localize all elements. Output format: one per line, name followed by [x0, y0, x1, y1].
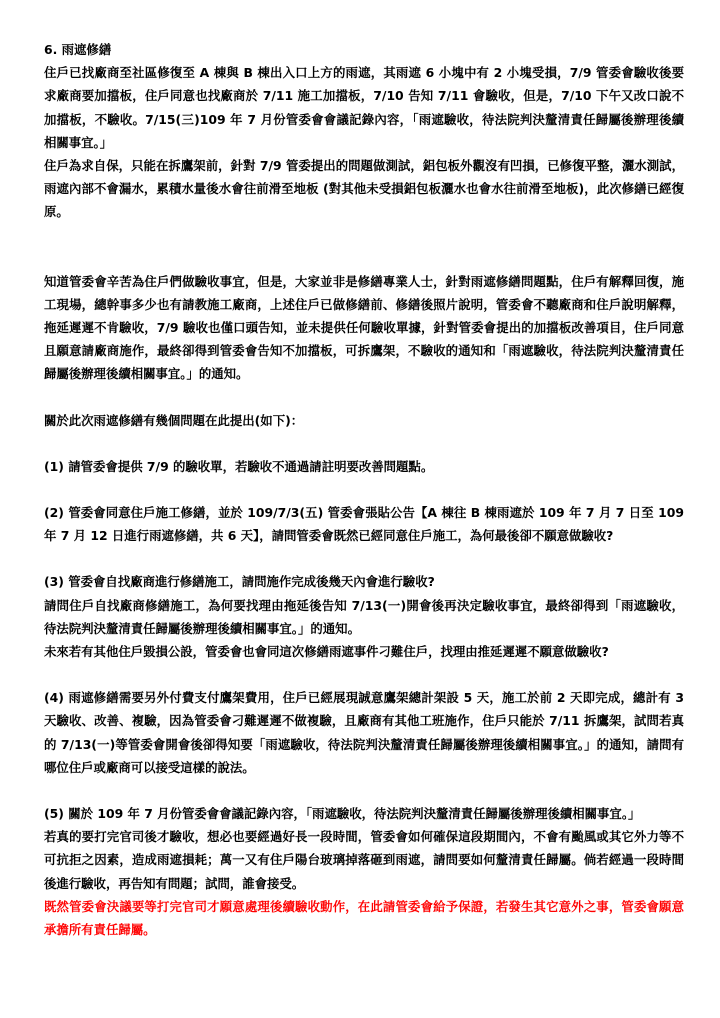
paragraph-intro: 知道管委會辛苦為住戶們做驗收事宜，但是，大家並非是修繕專業人士，針對雨遮修繕問題點，住戶有解釋回復，施工現場，總幹事多少也有請教施工廠商，上述住戶已做修繕前、修繕後照片說明，管委會不聽廠商和住戶說明解釋，拖延遲遲不肯驗收，7/9 驗收也僅口頭告知，並未提供任何驗收單據，針對管委會提出的加擋板改善項目，住戶同意且願意請廠商施作，最終卻得到管委會告知不加擋板，可拆鷹架，不驗收的通知和「雨遮驗收，待法院判決釐清責任歸屬後辦理後續相關事宜。」的通知。 — [44, 273, 684, 382]
paragraph-repair-summary: 住戶已找廠商至社區修復至 A 棟與 B 棟出入口上方的雨遮，其雨遮 6 小塊中有 2 小塊受損，7/9 管委會驗收後要求廠商要加擋板，住戶同意也找廠商於 7/11 施工加擋板，7/10 告知 7/11 會驗收，但是，7/10 下午又改口說不加擋板，不驗收。7/15(三)109 年 7 月份管委會會議記錄內容，「雨遮驗收，待法院判決釐清責任歸屬後辦理後續相關事宜。」 — [44, 65, 684, 150]
question-5-body: 若真的要打完官司後才驗收，想必也要經過好長一段時間，管委會如何確保這段期間內，不會有颱風或其它外力等不可抗拒之因素，造成雨遮損耗；萬一又有住戶陽台玻璃掉落砸到雨遮，請問要如何釐清責任歸屬。倘若經過一段時間後進行驗收，再告知有問題；試問，誰會接受。 — [44, 829, 684, 891]
spacer — [44, 386, 684, 409]
question-3-body: 請問住戶自找廠商修繕施工，為何要找理由拖延後告知 7/13(一)開會後再決定驗收事宜，最終卻得到「雨遮驗收，待法院判決釐清責任歸屬後辦理後續相關事宜。」的通知。 — [44, 597, 684, 636]
question-3-followup: 未來若有其他住戶毀損公設，管委會也會同這次修繕雨遮事件刁難住戶，找理由推延遲遲不願意做驗收? — [44, 644, 609, 660]
spacer — [44, 779, 684, 802]
document-page — [44, 38, 684, 941]
section-heading: 6. 雨遮修繕 — [44, 42, 112, 57]
question-2: (2) 管委會同意住戶施工修繕，並於 109/7/3(五) 管委會張貼公告【A 棟往 B 棟雨遮於 109 年 7 月 7 日至 109 年 7 月 12 日進行雨遮修繕，共 6 天】，請問管委會既然已經同意住戶施工，為何最後卻不願意做驗收? — [44, 505, 684, 544]
spacer — [44, 432, 684, 455]
question-5-title: (5) 關於 109 年 7 月份管委會會議記錄內容，「雨遮驗收，待法院判決釐清責任歸屬後辦理後續相關事宜。」 — [44, 806, 641, 822]
question-5-red-demand: 既然管委會決議要等打完官司才願意處理後續驗收動作，在此請管委會給予保證，若發生其它意外之事，管委會願意承擔所有責任歸屬。 — [44, 898, 684, 938]
paragraph-self-protection: 住戶為求自保，只能在拆鷹架前，針對 7/9 管委提出的問題做測試，鋁包板外觀沒有凹損，已修復平整，灑水測試，雨遮內部不會漏水，累積水量後水會往前滑至地板 (對其他未受損鋁包板灑水也會水往前滑至地板)，此次修繕已經復原。 — [44, 158, 684, 220]
questions-intro: 關於此次雨遮修繕有幾個問題在此提出(如下)： — [44, 412, 304, 428]
question-3-title: (3) 管委會自找廠商進行修繕施工，請問施作完成後幾天內會進行驗收? — [44, 574, 435, 590]
spacer — [44, 547, 684, 570]
question-1: (1) 請管委會提供 7/9 的驗收單，若驗收不通過請註明要改善問題點。 — [44, 458, 434, 474]
spacer — [44, 663, 684, 686]
spacer — [44, 224, 684, 270]
question-4: (4) 雨遮修繕需要另外付費支付鷹架費用，住戶已經展現誠意鷹架總計架設 5 天，施工於前 2 天即完成，總計有 3 天驗收、改善、複驗，因為管委會刁難遲遲不做複驗，且廠商有其他工班施作，住戶只能於 7/11 拆鷹架，試問若真的 7/13(一)等管委會開會後卻得知要「雨遮驗收，待法院判決釐清責任歸屬後辦理後續相關事宜。」的通知，請問有哪位住戶或廠商可以接受這樣的說法。 — [44, 690, 684, 775]
spacer — [44, 478, 684, 501]
